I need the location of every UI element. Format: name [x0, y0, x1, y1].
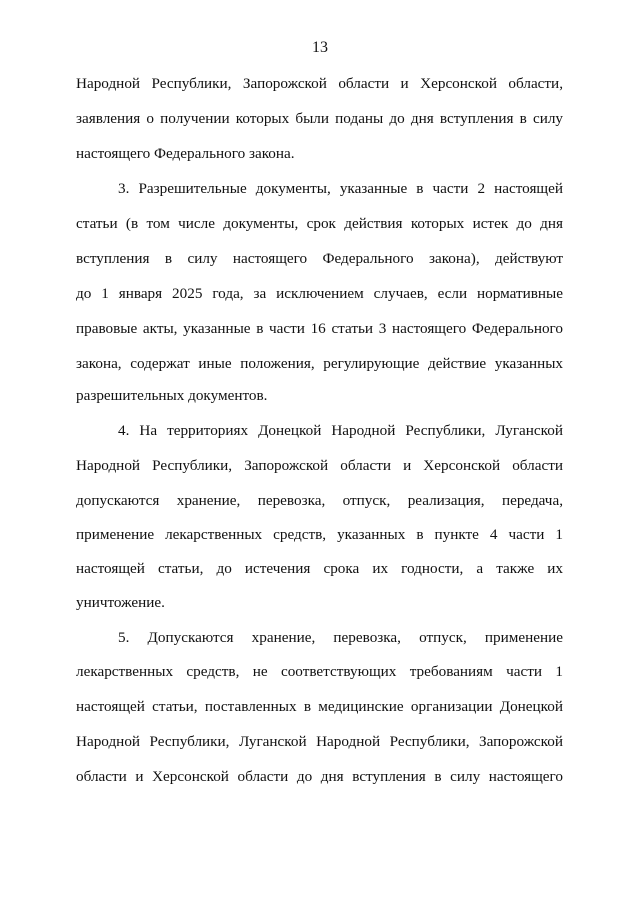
text-line: применение лекарственных средств, указанных в пункте 4 части 1: [76, 526, 563, 543]
text-line: вступления в силу настоящего Федерального закона), действуют: [76, 250, 563, 267]
text-line: Народной Республики, Запорожской области и Херсонской области: [76, 457, 563, 474]
text-line: допускаются хранение, перевозка, отпуск, реализация, передача,: [76, 492, 563, 509]
text-line: Народной Республики, Луганской Народной Республики, Запорожской: [76, 733, 563, 750]
text-line: лекарственных средств, не соответствующих требованиям части 1: [76, 663, 563, 680]
text-line: закона, содержат иные положения, регулирующие действие указанных: [76, 355, 563, 372]
text-line: разрешительных документов.: [76, 387, 268, 404]
text-line: настоящего Федерального закона.: [76, 145, 295, 162]
text-line: 3. Разрешительные документы, указанные в части 2 настоящей: [118, 180, 563, 197]
text-line: до 1 января 2025 года, за исключением случаев, если нормативные: [76, 285, 563, 302]
page-number: 13: [312, 39, 328, 56]
text-line: области и Херсонской области до дня вступления в силу настоящего: [76, 768, 563, 785]
text-line: статьи (в том числе документы, срок действия которых истек до дня: [76, 215, 563, 232]
text-line: 4. На территориях Донецкой Народной Республики, Луганской: [118, 422, 563, 439]
text-line: уничтожение.: [76, 594, 165, 611]
text-line: правовые акты, указанные в части 16 статьи 3 настоящего Федерального: [76, 320, 563, 337]
text-line: настоящей статьи, поставленных в медицинские организации Донецкой: [76, 698, 563, 715]
text-line: настоящей статьи, до истечения срока их годности, а также их: [76, 560, 563, 577]
text-line: 5. Допускаются хранение, перевозка, отпуск, применение: [118, 629, 563, 646]
text-line: Народной Республики, Запорожской области и Херсонской области,: [76, 75, 563, 92]
text-line: заявления о получении которых были поданы до дня вступления в силу: [76, 110, 563, 127]
